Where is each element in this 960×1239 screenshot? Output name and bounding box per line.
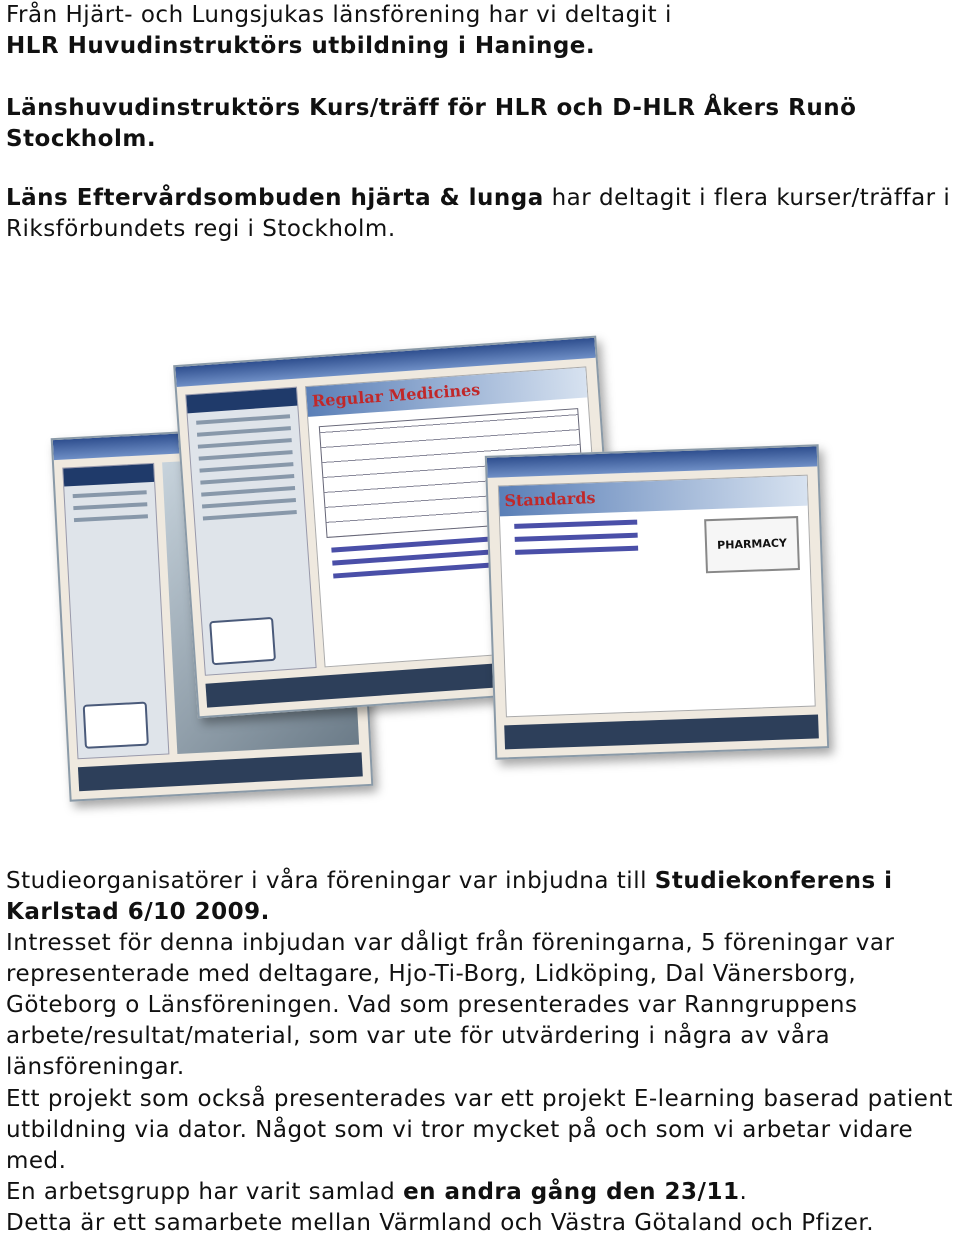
nhs-logo: [209, 617, 276, 665]
workgroup-paragraph: [6, 1177, 956, 1208]
course-paragraph: Länshuvudinstruktörs Kurs/träff för HLR och D-HLR Åkers Runö Stockholm.: [6, 95, 857, 152]
workgroup-plain: En arbetsgrupp har varit samlad: [6, 1179, 404, 1205]
workgroup-end: .: [739, 1179, 748, 1205]
interest-paragraph: Intresset för denna inbjudan var dåligt från föreningarna, 5 föreningar var representerade med deltagare, Hjo-Ti-Borg, Lidköping, Dal Vänersborg, Göteborg o Länsföreningen. Vad som presenterades var Ranngruppens arbete/resultat/material, som var ute för utvärdering i några av våra länsföreningar.: [6, 930, 895, 1080]
intro-paragraph: [6, 0, 956, 62]
elearning-screenshots-figure: [0, 300, 960, 810]
collaboration-paragraph: Detta är ett samarbete mellan Värmland och Västra Götaland och Pfizer.: [6, 1210, 875, 1236]
conference-paragraph: [6, 866, 956, 928]
pharmacy-badge: PHARMACY: [704, 516, 800, 573]
aftercare-bold: Läns Eftervårdsombuden hjärta & lunga: [6, 185, 544, 211]
screenshot-window-right: [485, 444, 829, 759]
navigation-bar: [78, 752, 363, 791]
lesson-content: [498, 475, 816, 718]
aftercare-paragraph: [6, 183, 956, 245]
intro-line-1: Från Hjärt- och Lungsjukas länsförening har vi deltagit i: [6, 2, 672, 28]
lesson-heading: Regular Medicines: [311, 379, 481, 411]
aftercare-rest: har deltagit i flera kurser/träffar i Riksförbundets regi i Stockholm.: [6, 185, 951, 242]
lesson-heading: Standards: [504, 488, 596, 511]
navigation-bar: [504, 714, 819, 749]
project-paragraph: Ett projekt som också presenterades var ett projekt E-learning baserad patient utbildning via dator. Något som vi tror mycket på och som vi arbetar vidare med.: [6, 1086, 953, 1174]
workgroup-bold: en andra gång den 23/11: [403, 1179, 740, 1205]
conference-bold: Studiekonferens i Karlstad 6/10 2009.: [6, 868, 893, 925]
nhs-logo: [83, 702, 149, 749]
intro-line-2: HLR Huvudinstruktörs utbildning i Haninge.: [6, 33, 596, 59]
conference-plain: Studieorganisatörer i våra föreningar var inbjudna till: [6, 868, 655, 894]
